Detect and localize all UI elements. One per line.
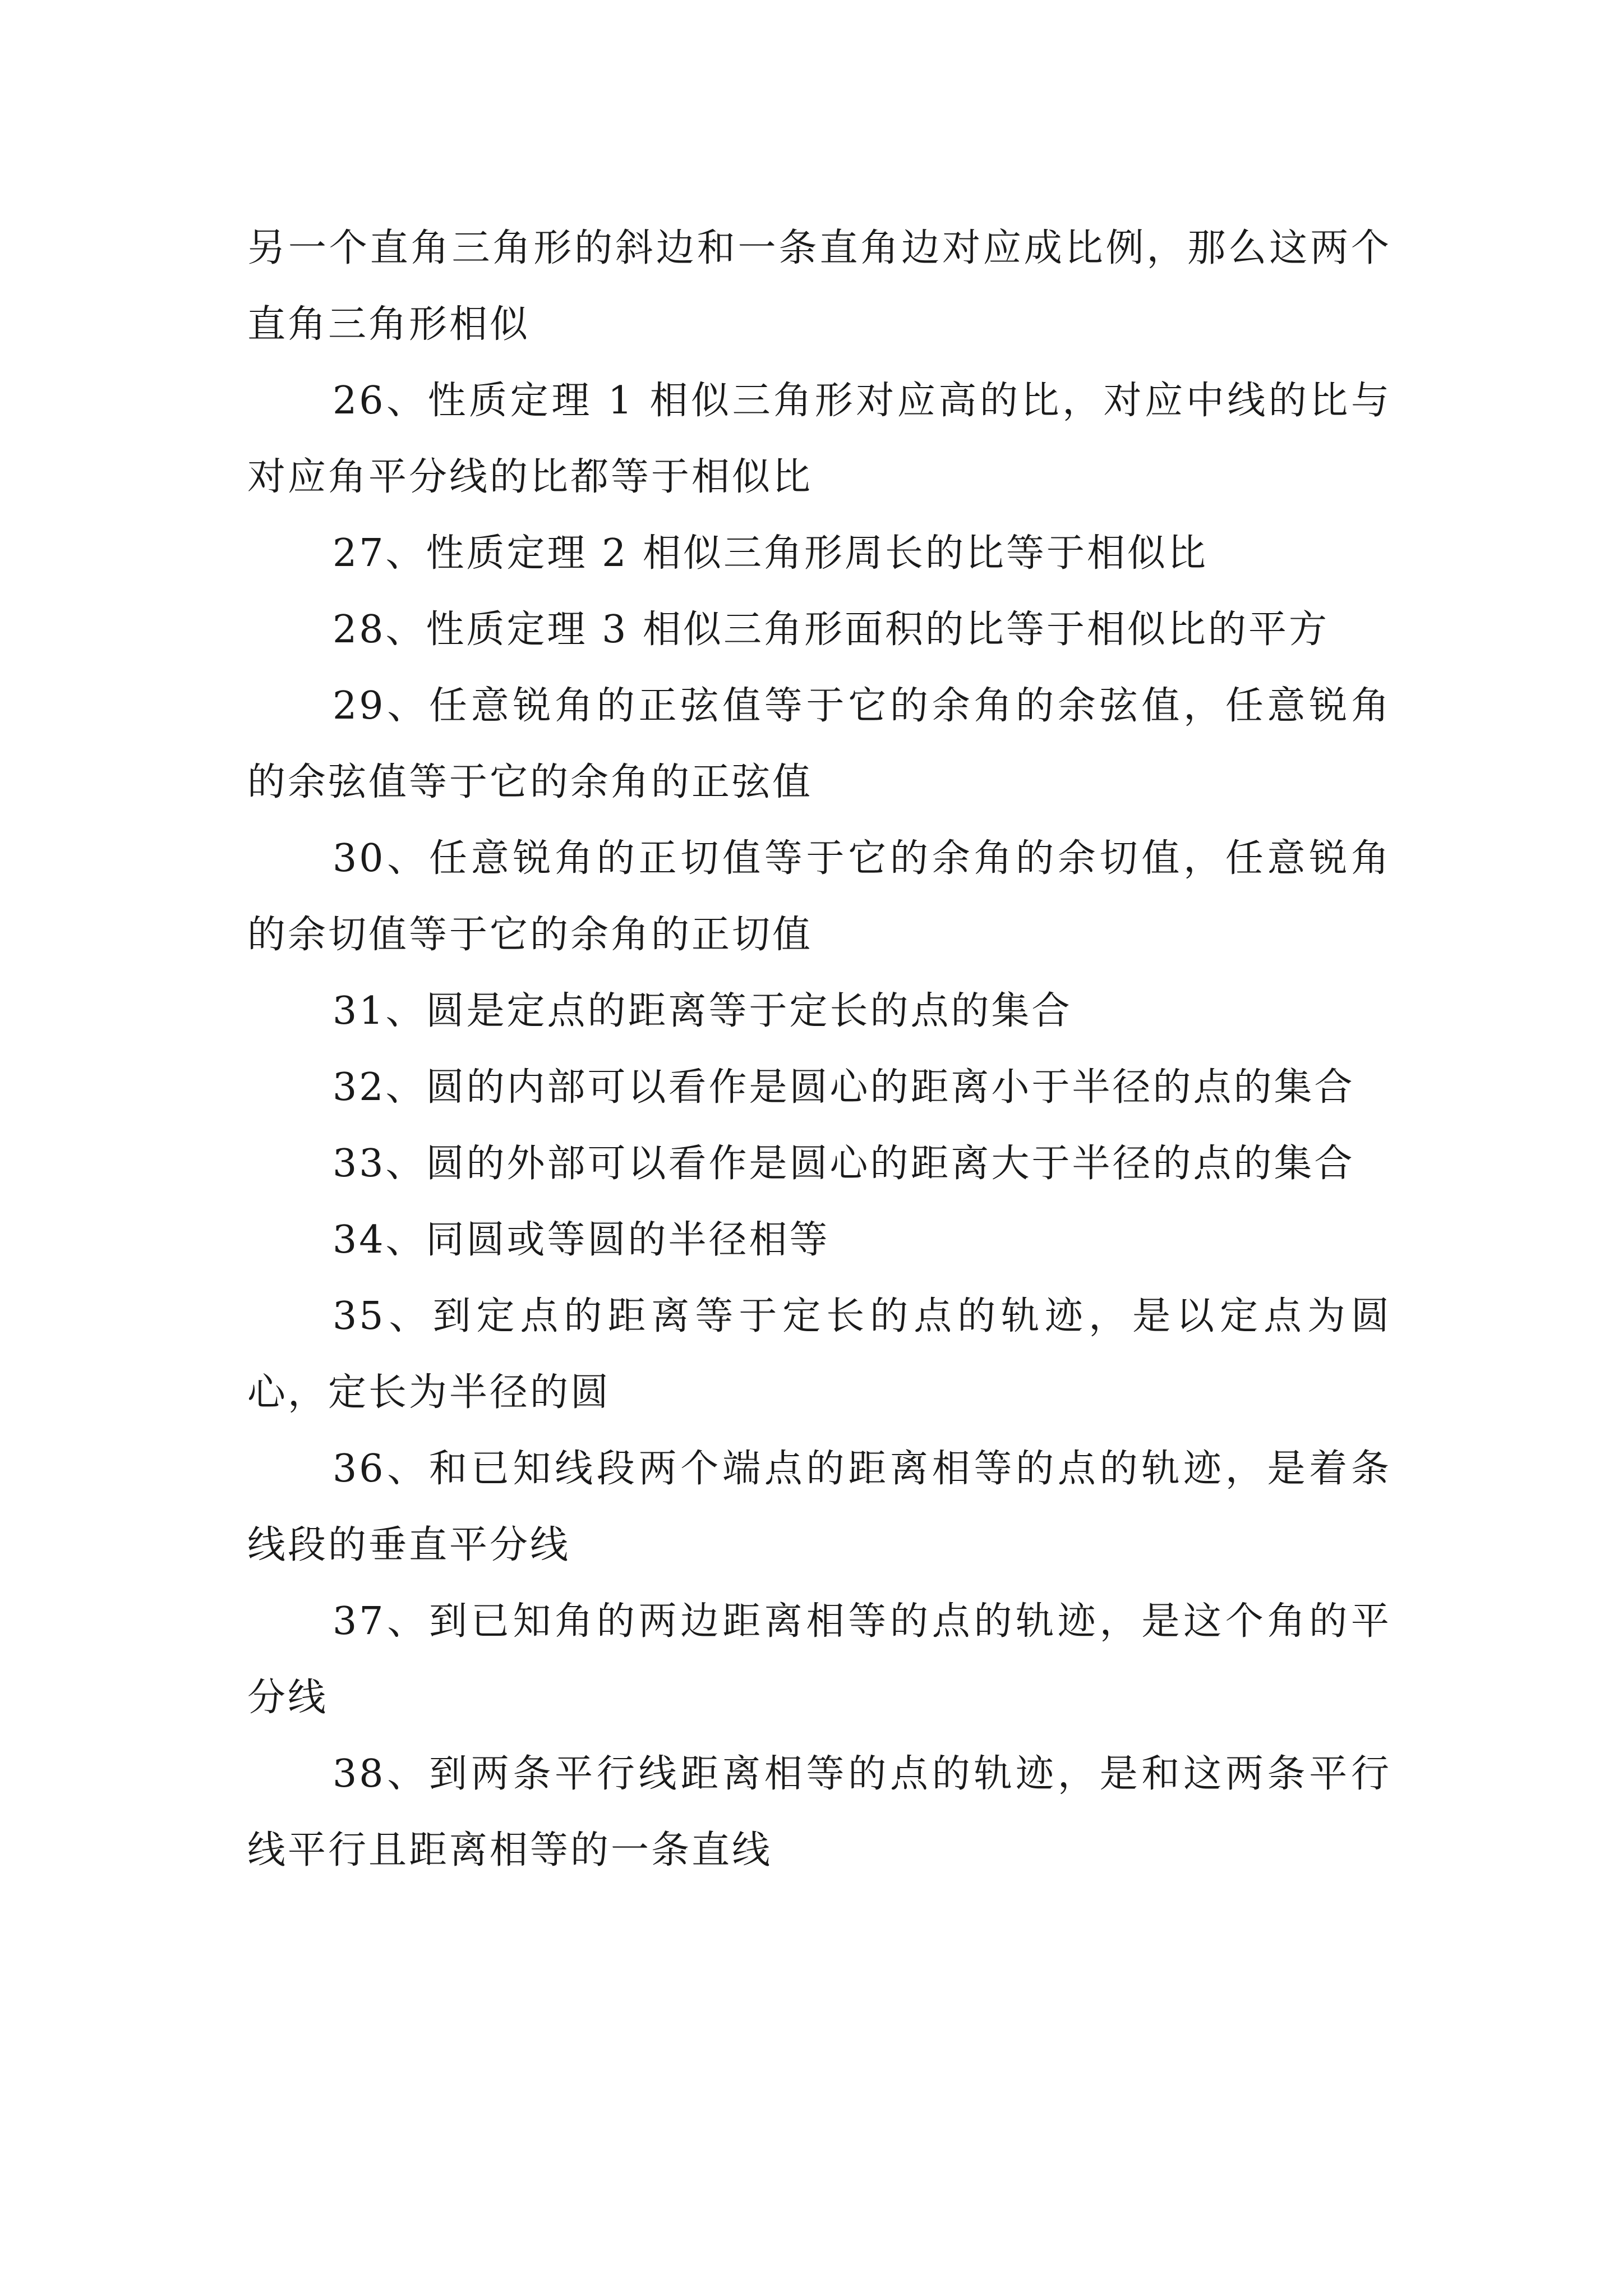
paragraph-30: 30、任意锐角的正切值等于它的余角的余切值，任意锐角的余切值等于它的余角的正切值 — [247, 836, 1391, 957]
paragraph-27: 27、性质定理 2 相似三角形周长的比等于相似比 — [333, 531, 1209, 576]
paragraph-26: 26、性质定理 1 相似三角形对应高的比，对应中线的比与对应角平分线的比都等于相似比 — [247, 379, 1391, 499]
paragraph-36: 36、和已知线段两个端点的距离相等的点的轨迹，是着条线段的垂直平分线 — [247, 1447, 1391, 1567]
paragraph-32: 32、圆的内部可以看作是圆心的距离小于半径的点的集合 — [333, 1065, 1355, 1110]
paragraph-33: 33、圆的外部可以看作是圆心的距离大于半径的点的集合 — [333, 1142, 1355, 1186]
paragraph-37: 37、到已知角的两边距离相等的点的轨迹，是这个角的平分线 — [247, 1599, 1391, 1720]
paragraph-35: 35、到定点的距离等于定长的点的轨迹，是以定点为圆心，定长为半径的圆 — [247, 1294, 1391, 1415]
paragraph-28: 28、性质定理 3 相似三角形面积的比等于相似比的平方 — [333, 608, 1330, 652]
paragraph-31: 31、圆是定点的距离等于定长的点的集合 — [333, 989, 1072, 1033]
paragraph-34: 34、同圆或等圆的半径相等 — [333, 1218, 830, 1262]
document-body — [247, 210, 1391, 1889]
paragraph-29: 29、任意锐角的正弦值等于它的余角的余弦值，任意锐角的余弦值等于它的余角的正弦值 — [247, 684, 1391, 804]
paragraph-38: 38、到两条平行线距离相等的点的轨迹，是和这两条平行线平行且距离相等的一条直线 — [247, 1752, 1391, 1872]
paragraph-continuation: 另一个直角三角形的斜边和一条直角边对应成比例，那么这两个直角三角形相似 — [247, 226, 1391, 347]
